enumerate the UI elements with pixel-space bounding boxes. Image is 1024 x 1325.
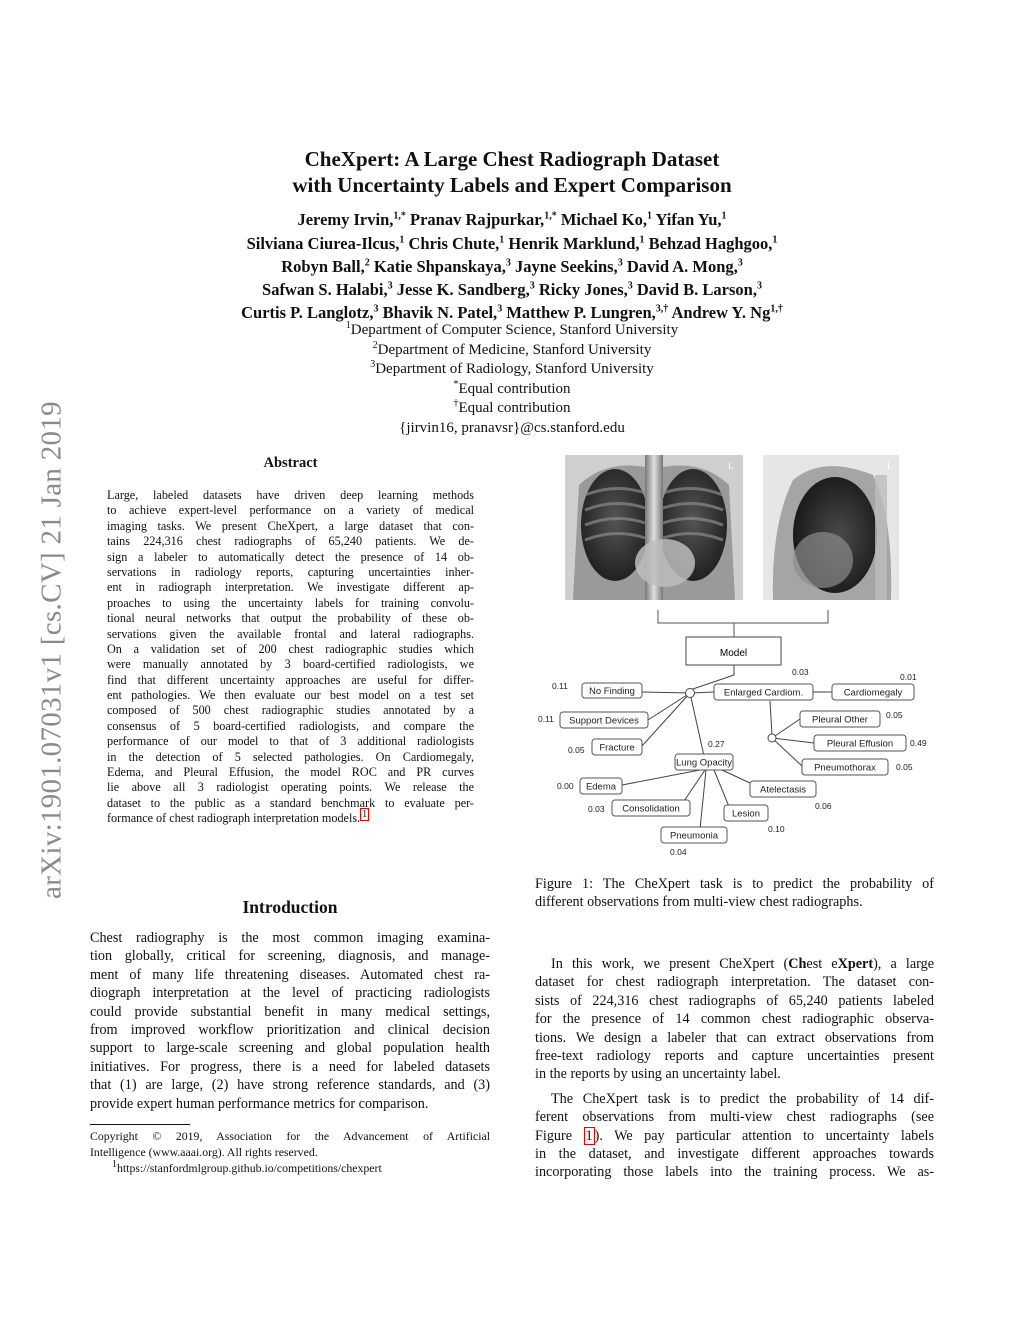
author-affiliation-mark: 3 bbox=[529, 280, 535, 292]
author-name: Safwan S. Halabi, bbox=[262, 280, 388, 299]
author-affiliation-mark: 1,* bbox=[544, 210, 557, 222]
footnote-reference-link[interactable]: 1 bbox=[362, 809, 368, 821]
abstract-line: in the detection of 5 selected pathologies. On Cardiomegaly, bbox=[107, 749, 474, 764]
paragraph-2-line: ferent observations from multi-view chest radiographs (see bbox=[535, 1109, 934, 1126]
introduction-line: tion globally, critical for screening, diagnosis, and manage- bbox=[90, 948, 490, 965]
author-affiliation-mark: 1 bbox=[639, 234, 645, 246]
caption-line-1: Figure 1: The CheXpert task is to predict the probability of bbox=[535, 876, 934, 892]
author-name: Andrew Y. Ng bbox=[671, 303, 771, 322]
author-affiliation-mark: 1,† bbox=[770, 303, 783, 315]
abstract-line: On a validation set of 200 chest radiographic studies which bbox=[107, 641, 474, 656]
author-affiliation-mark: 3 bbox=[505, 257, 511, 269]
abstract-line: servations in radiology reports, capturing uncertainties inher- bbox=[107, 564, 474, 579]
author-name: Chris Chute, bbox=[408, 234, 500, 253]
introduction-line: support to large-scale screening and global population health bbox=[90, 1040, 490, 1057]
node-label-edema: Edema bbox=[585, 781, 617, 793]
node-label-cardiomegaly: Cardiomegaly bbox=[843, 687, 903, 699]
abstract-line: find that different uncertainty approaches are useful for differ- bbox=[107, 672, 474, 687]
abstract-heading: Abstract bbox=[263, 455, 318, 471]
author-line-1 bbox=[0, 209, 1024, 231]
abstract-line: imaging tasks. We present CheXpert, a large dataset that con- bbox=[107, 518, 474, 533]
author-line-4 bbox=[0, 279, 1024, 301]
node-probability-enlarged-cardiom: 0.03 bbox=[792, 667, 809, 677]
arxiv-identifier-stamp: arXiv:1901.07031v1 [cs.CV] 21 Jan 2019 bbox=[35, 401, 68, 899]
paragraph-1-line: tions. We design a labeler that can extract observations from bbox=[535, 1029, 934, 1046]
author-name: Matthew P. Lungren, bbox=[506, 303, 656, 322]
abstract-line: performance of our model to that of 3 additional radiologists bbox=[107, 734, 474, 749]
author-affiliation-mark: 3 bbox=[627, 280, 633, 292]
author-name: Behzad Haghgoo, bbox=[648, 234, 773, 253]
node-label-enlarged-cardiom: Enlarged Cardiom. bbox=[723, 687, 804, 699]
paragraph-2-line: The CheXpert task is to predict the probability of 14 dif- bbox=[551, 1090, 934, 1107]
equal-contribution-note-1: *Equal contribution bbox=[453, 379, 571, 397]
lateral-chest-radiograph bbox=[763, 455, 899, 600]
footnote-url[interactable]: https://stanfordmlgroup.github.io/competitions/chexpert bbox=[117, 1161, 382, 1175]
copyright-line-1: Copyright © 2019, Association for the Advancement of Artificial bbox=[90, 1129, 490, 1143]
introduction-line: could provide substantial benefit in many medical settings, bbox=[90, 1003, 490, 1020]
contact-email: {jirvin16, pranavsr}@cs.stanford.edu bbox=[399, 420, 625, 436]
author-affiliation-mark: 3 bbox=[617, 257, 623, 269]
paragraph-2-line: Figure 1 ). We pay particular attention to uncertainty labels bbox=[535, 1127, 934, 1144]
abstract-line: consensus of 5 board-certified radiologists, and compare the bbox=[107, 718, 474, 733]
xray-side-marker: L bbox=[728, 461, 734, 471]
author-name: Jeremy Irvin, bbox=[297, 210, 394, 229]
author-affiliation-mark: 3 bbox=[497, 303, 503, 315]
abstract-body bbox=[107, 488, 474, 827]
author-affiliation-mark: 1 bbox=[646, 210, 652, 222]
affiliation-2: $^2$Department of Medicine, Stanford University bbox=[372, 340, 652, 358]
paragraph-1-line: in the reports by using an uncertainty label. bbox=[535, 1066, 781, 1083]
copyright-line-2: Intelligence (www.aaai.org). All rights reserved. bbox=[90, 1145, 318, 1159]
introduction-line: ment of many life threatening diseases. Automated chest ra- bbox=[90, 966, 490, 983]
author-name: Katie Shpanskaya, bbox=[373, 257, 506, 276]
author-name: Robyn Ball, bbox=[281, 257, 365, 276]
author-affiliation-mark: 3,† bbox=[655, 303, 669, 315]
figure-reference-link[interactable]: 1 bbox=[585, 1127, 593, 1144]
model-label: Model bbox=[719, 648, 748, 659]
paper-title-line-1: CheXpert: A Large Chest Radiograph Dataset bbox=[304, 147, 720, 171]
node-label-support-devices: Support Devices bbox=[569, 715, 639, 727]
abstract-line: lie above all 3 radiologist operating points. We release the bbox=[107, 780, 474, 795]
paper-title-line-2: with Uncertainty Labels and Expert Comparison bbox=[292, 173, 732, 197]
introduction-line: provide expert human performance metrics for comparison. bbox=[90, 1095, 429, 1112]
node-probability-pneumothorax: 0.05 bbox=[896, 762, 913, 772]
paragraph-1-line: for the presence of 14 common chest radiographic observa- bbox=[535, 1011, 934, 1028]
footnote-rule bbox=[90, 1124, 190, 1125]
author-name: Michael Ko, bbox=[560, 210, 647, 229]
paragraph-2-line: in the dataset, and investigate different approaches towards bbox=[535, 1145, 934, 1162]
node-label-pneumothorax: Pneumothorax bbox=[814, 762, 876, 774]
paragraph-1-line: sists of 224,316 chest radiographs of 65,240 patients labeled bbox=[535, 992, 934, 1009]
node-probability-no-finding: 0.11 bbox=[552, 681, 568, 691]
node-probability-fracture: 0.05 bbox=[568, 745, 585, 755]
introduction-heading: Introduction bbox=[242, 897, 338, 917]
node-probability-edema: 0.00 bbox=[557, 781, 574, 791]
right-column-body bbox=[535, 955, 934, 1182]
author-name: David A. Mong, bbox=[626, 257, 738, 276]
author-name: Yifan Yu, bbox=[655, 210, 722, 229]
author-affiliation-mark: 2 bbox=[364, 257, 370, 269]
author-name: Ricky Jones, bbox=[538, 280, 628, 299]
author-name: Jesse K. Sandberg, bbox=[396, 280, 530, 299]
hub-node-pleural bbox=[768, 734, 776, 742]
author-name: Silviana Ciurea-Ilcus, bbox=[246, 234, 400, 253]
paragraph-1-line: In this work, we present CheXpert (Chest eXpert), a large bbox=[551, 956, 935, 972]
footnote-1: $^1$https://stanfordmlgroup.github.io/competitions/chexpert bbox=[112, 1159, 382, 1175]
node-probability-atelectasis: 0.06 bbox=[815, 801, 832, 811]
author-name: Pranav Rajpurkar, bbox=[410, 210, 545, 229]
node-label-no-finding: No Finding bbox=[589, 686, 635, 697]
introduction-line: diograph interpretation at the level of practicing radiologists bbox=[90, 985, 490, 1002]
node-probability-support-devices: 0.11 bbox=[538, 714, 554, 724]
frontal-chest-radiograph bbox=[565, 455, 743, 600]
abstract-line: composed of 500 chest radiographic studies annotated by a bbox=[107, 703, 474, 718]
author-affiliation-mark: 1,* bbox=[393, 210, 406, 222]
abstract-line: ent pathologies. We then evaluate our best model on a test set bbox=[107, 688, 474, 703]
caption-line-2: different observations from multi-view chest radiographs. bbox=[535, 894, 863, 911]
hub-node-root bbox=[686, 689, 695, 698]
node-probability-lesion: 0.10 bbox=[768, 824, 785, 834]
author-name: Jayne Seekins, bbox=[515, 257, 618, 276]
author-affiliation-mark: 1 bbox=[399, 234, 405, 246]
author-line-3 bbox=[0, 256, 1024, 278]
node-label-pleural-other: Pleural Other bbox=[812, 714, 868, 726]
paragraph-1-line: free-text radiology reports and capture uncertainties present bbox=[535, 1047, 934, 1064]
introduction-line: initiatives. For progress, there is a need for labeled datasets bbox=[90, 1058, 490, 1075]
abstract-line: tional neural networks that output the probability of these ob- bbox=[107, 611, 474, 626]
node-probability-consolidation: 0.03 bbox=[588, 804, 605, 814]
author-line-2 bbox=[0, 233, 1024, 255]
abstract-line: formance of chest radiograph interpretation models. $^1$ bbox=[107, 809, 368, 826]
node-probability-cardiomegaly: 0.01 bbox=[900, 672, 917, 682]
node-probability-pleural-other: 0.05 bbox=[886, 710, 903, 720]
figure-caption bbox=[535, 875, 934, 912]
author-affiliation-mark: 1 bbox=[721, 210, 727, 222]
author-affiliation-mark: 3 bbox=[756, 280, 762, 292]
introduction-line: from improved workflow prioritization and clinical decision bbox=[90, 1021, 490, 1038]
author-name: David B. Larson, bbox=[636, 280, 757, 299]
node-probability-pleural-effusion: 0.49 bbox=[910, 738, 927, 748]
affiliation-1: $^1$Department of Computer Science, Stanford University bbox=[345, 320, 679, 338]
node-probability-pneumonia: 0.04 bbox=[670, 847, 687, 857]
node-label-pneumonia: Pneumonia bbox=[669, 830, 719, 842]
author-affiliation-mark: 3 bbox=[373, 303, 379, 315]
author-affiliation-mark: 3 bbox=[387, 280, 393, 292]
node-label-fracture: Fracture bbox=[599, 742, 635, 754]
author-affiliation-mark: 1 bbox=[499, 234, 505, 246]
abstract-line: to achieve expert-level performance on a variety of medical bbox=[107, 503, 474, 518]
xray-side-marker: L bbox=[887, 461, 893, 471]
abstract-line: tains 224,316 chest radiographs of 65,240 patients. We de- bbox=[107, 534, 474, 549]
introduction-line: that (1) are large, (2) have strong reference standards, and (3) bbox=[90, 1077, 490, 1094]
node-label-lesion: Lesion bbox=[732, 808, 760, 820]
introduction-line: Chest radiography is the most common imaging examina- bbox=[90, 930, 490, 946]
node-probability-lung-opacity: 0.27 bbox=[708, 739, 725, 749]
abstract-line: were manually annotated by 3 board-certified radiologists, we bbox=[107, 657, 474, 672]
abstract-line: servations given the available frontal and lateral radiographs. bbox=[107, 626, 474, 641]
author-affiliation-mark: 3 bbox=[737, 257, 743, 269]
abstract-line: dataset to the public as a standard benchmark to evaluate per- bbox=[107, 795, 474, 810]
paragraph-2-line: incorporating those labels into the training process. We as- bbox=[535, 1164, 934, 1181]
observation-hierarchy-diagram bbox=[530, 605, 940, 865]
abstract-line: Large, labeled datasets have driven deep learning methods bbox=[107, 488, 474, 502]
introduction-body bbox=[90, 929, 490, 1113]
affiliation-3: $^3$Department of Radiology, Stanford University bbox=[370, 359, 654, 377]
author-name: Henrik Marklund, bbox=[508, 234, 640, 253]
node-label-atelectasis: Atelectasis bbox=[760, 784, 806, 796]
equal-contribution-note-2: †Equal contribution bbox=[453, 398, 571, 416]
node-label-consolidation: Consolidation bbox=[622, 803, 680, 815]
abstract-line: ent in radiograph interpretation. We investigate different ap- bbox=[107, 580, 474, 595]
author-affiliation-mark: 1 bbox=[772, 234, 778, 246]
abstract-line: sign a labeler to automatically detect the presence of 14 ob- bbox=[107, 549, 474, 564]
node-label-lung-opacity: Lung Opacity bbox=[676, 757, 732, 769]
author-name: Curtis P. Langlotz, bbox=[241, 303, 374, 322]
abstract-line: Edema, and Pleural Effusion, the model ROC and PR curves bbox=[107, 765, 474, 780]
author-name: Bhavik N. Patel, bbox=[382, 303, 498, 322]
node-label-pleural-effusion: Pleural Effusion bbox=[826, 738, 894, 750]
abstract-line: proaches to using the uncertainty labels for training convolu- bbox=[107, 595, 474, 610]
paragraph-1-line: dataset for chest radiograph interpretation. The dataset con- bbox=[535, 974, 934, 991]
